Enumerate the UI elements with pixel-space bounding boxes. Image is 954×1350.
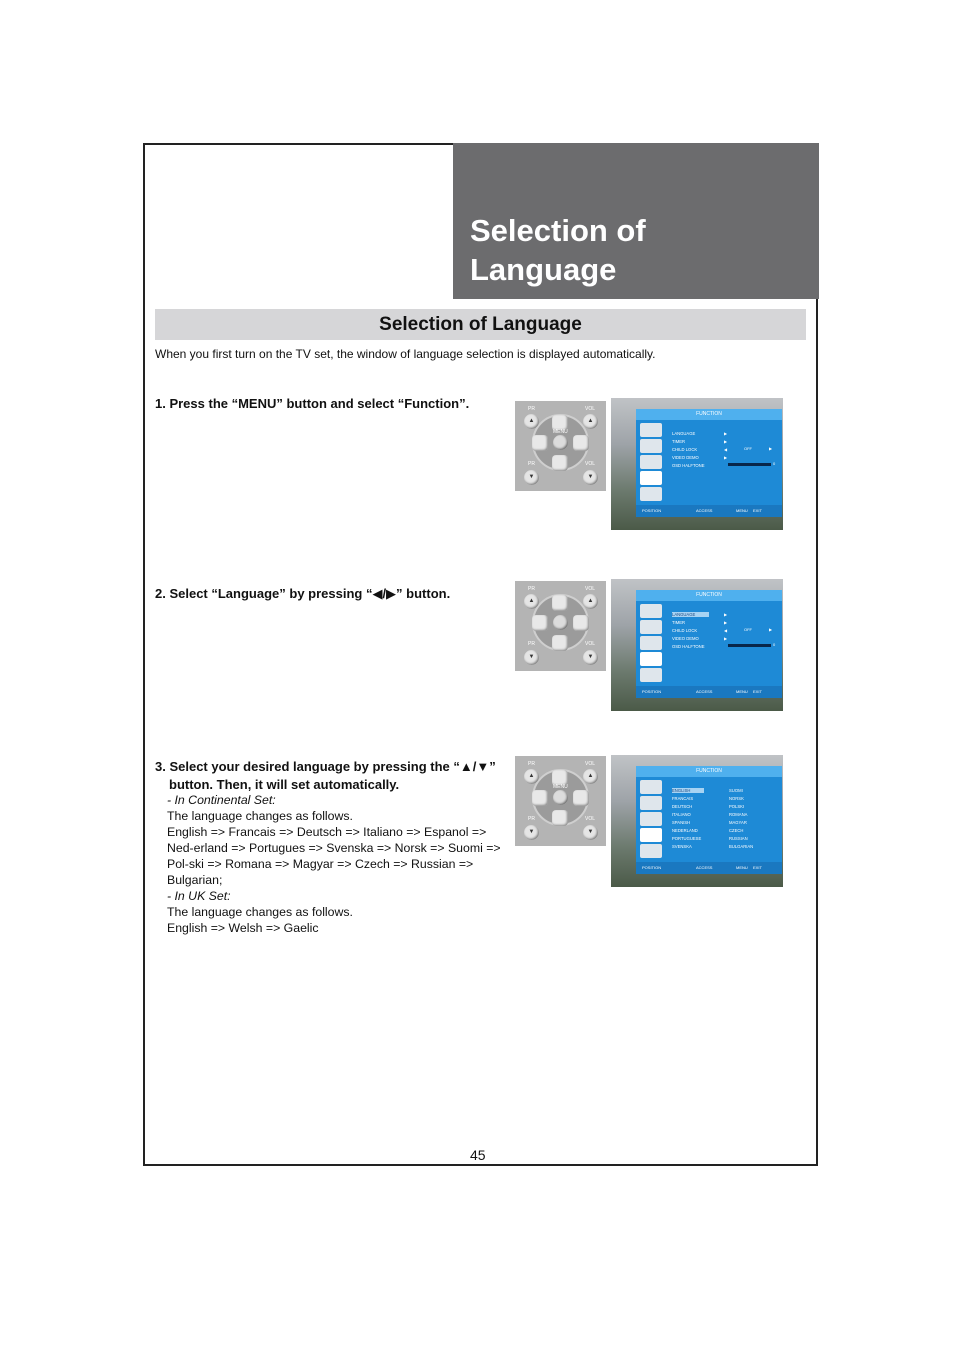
submenu-arrows: ▶ ▶ ◀ ▶ bbox=[724, 431, 728, 460]
function-icon bbox=[640, 652, 662, 666]
vol-down-button: ▼ bbox=[583, 650, 598, 665]
section-heading: Selection of Language bbox=[155, 309, 806, 340]
function-icon bbox=[640, 471, 662, 485]
picture-icon bbox=[640, 780, 662, 794]
tv-screen-figure-3 bbox=[611, 755, 783, 887]
channel-icon bbox=[640, 636, 662, 650]
sound-icon bbox=[640, 439, 662, 453]
function-icon bbox=[640, 828, 662, 842]
pr-down-button: ▼ bbox=[524, 650, 539, 665]
pr-down-button: ▼ bbox=[524, 470, 539, 485]
remote-control-figure-1: PR VOL PR VOL MENU ▲ ▲ ▼ ▼ bbox=[515, 401, 606, 491]
sound-icon bbox=[640, 796, 662, 810]
title-banner bbox=[453, 143, 819, 299]
right-pad bbox=[573, 615, 589, 631]
submenu-arrows: ▶ ▶ ◀ ▶ bbox=[724, 612, 728, 641]
language-notes: - In Continental Set: The language changes as follows. English => Francais => Deutsch => Italiano => Espanol => Ned-erland => Portugues => Svenska => Norsk => Suomi => Pol-ski => Romana => Magyar => Czech => Russian => Bulgarian; - In UK Set: The language changes as follows. English => Welsh => Gaelic bbox=[167, 793, 501, 935]
menu-icons bbox=[636, 779, 666, 863]
vol-down-button: ▼ bbox=[583, 825, 598, 840]
setup-icon bbox=[640, 487, 662, 501]
sound-icon bbox=[640, 620, 662, 634]
pr-up-button: ▲ bbox=[524, 594, 539, 609]
step-1: 1. Press the “MENU” button and select “Function”. bbox=[155, 396, 470, 411]
channel-icon bbox=[640, 455, 662, 469]
halftone-bar bbox=[728, 463, 771, 466]
halftone-bar bbox=[728, 644, 771, 647]
right-pad bbox=[573, 435, 589, 451]
pr-up-button: ▲ bbox=[524, 769, 539, 784]
down-pad bbox=[552, 635, 568, 651]
setup-icon bbox=[640, 668, 662, 682]
language-list-col2: SUOMI NORSK POLSKI ROMANA MAGYAR CZECH RUSSIAN BULGARIAN bbox=[729, 788, 754, 849]
setup-icon bbox=[640, 844, 662, 858]
page-title: Selection of Language bbox=[470, 213, 646, 287]
picture-icon bbox=[640, 423, 662, 437]
picture-icon bbox=[640, 604, 662, 618]
left-pad bbox=[532, 790, 548, 806]
function-items: LANGUAGE TIMER CHILD LOCK VIDEO DEMO OSD HALFTONE bbox=[672, 431, 705, 468]
remote-control-figure-3: PR VOL PR VOL MENU ▲ ▲ ▼ ▼ bbox=[515, 756, 606, 846]
vol-down-button: ▼ bbox=[583, 470, 598, 485]
page-number: 45 bbox=[470, 1147, 486, 1163]
function-items: LANGUAGE TIMER CHILD LOCK VIDEO DEMO OSD HALFTONE bbox=[672, 611, 709, 651]
step-2: 2. Select “Language” by pressing “◀/▶” button. bbox=[155, 586, 451, 601]
function-menu: FUNCTION LANGUAGE TIMER CHILD LOCK VIDEO DEMO OSD HALFTONE ▶ ▶ ◀ ▶ OFF ▶ 0 POSITION ACCESS MENU EXIT bbox=[636, 590, 782, 698]
right-pad bbox=[573, 790, 589, 806]
pr-up-button: ▲ bbox=[524, 414, 539, 429]
vol-up-button: ▲ bbox=[583, 414, 598, 429]
tv-screen-figure-1 bbox=[611, 398, 783, 530]
menu-footer: POSITION ACCESS MENU EXIT bbox=[636, 862, 782, 874]
menu-footer: POSITION ACCESS MENU EXIT bbox=[636, 686, 782, 698]
left-pad bbox=[532, 615, 548, 631]
step-3: 3. Select your desired language by pressing the “▲/▼” button. Then, it will set automatically. bbox=[155, 759, 496, 792]
left-pad bbox=[532, 435, 548, 451]
intro-text: When you first turn on the TV set, the window of language selection is displayed automatically. bbox=[155, 347, 656, 361]
menu-icons bbox=[636, 603, 666, 687]
ok-button bbox=[553, 435, 568, 450]
channel-icon bbox=[640, 812, 662, 826]
up-pad bbox=[552, 595, 568, 611]
down-pad bbox=[552, 455, 568, 471]
remote-control-figure-2: PR VOL PR VOL ▲ ▲ ▼ ▼ bbox=[515, 581, 606, 671]
language-menu: FUNCTION ENGLISH FRANCAIS DEUTSCH ITALIANO SPANISH NEDERLAND PORTUGUESE SVENSKA SUOMI NORSK POLSKI ROMANA MAGYAR CZECH RUSSIAN BULGARIAN POSITION ACCESS MENU EXIT bbox=[636, 766, 782, 874]
down-pad bbox=[552, 810, 568, 826]
pr-down-button: ▼ bbox=[524, 825, 539, 840]
menu-footer: POSITION ACCESS MENU EXIT bbox=[636, 505, 782, 517]
ok-button bbox=[553, 790, 568, 805]
function-menu: FUNCTION LANGUAGE TIMER CHILD LOCK VIDEO DEMO OSD HALFTONE ▶ ▶ ◀ ▶ OFF ▶ 0 POSITION ACCESS MENU EXIT bbox=[636, 409, 782, 517]
ok-button bbox=[553, 615, 568, 630]
vol-up-button: ▲ bbox=[583, 769, 598, 784]
language-list-col1: ENGLISH FRANCAIS DEUTSCH ITALIANO SPANISH NEDERLAND PORTUGUESE SVENSKA bbox=[672, 787, 704, 851]
tv-screen-figure-2 bbox=[611, 579, 783, 711]
menu-icons bbox=[636, 422, 666, 506]
vol-up-button: ▲ bbox=[583, 594, 598, 609]
